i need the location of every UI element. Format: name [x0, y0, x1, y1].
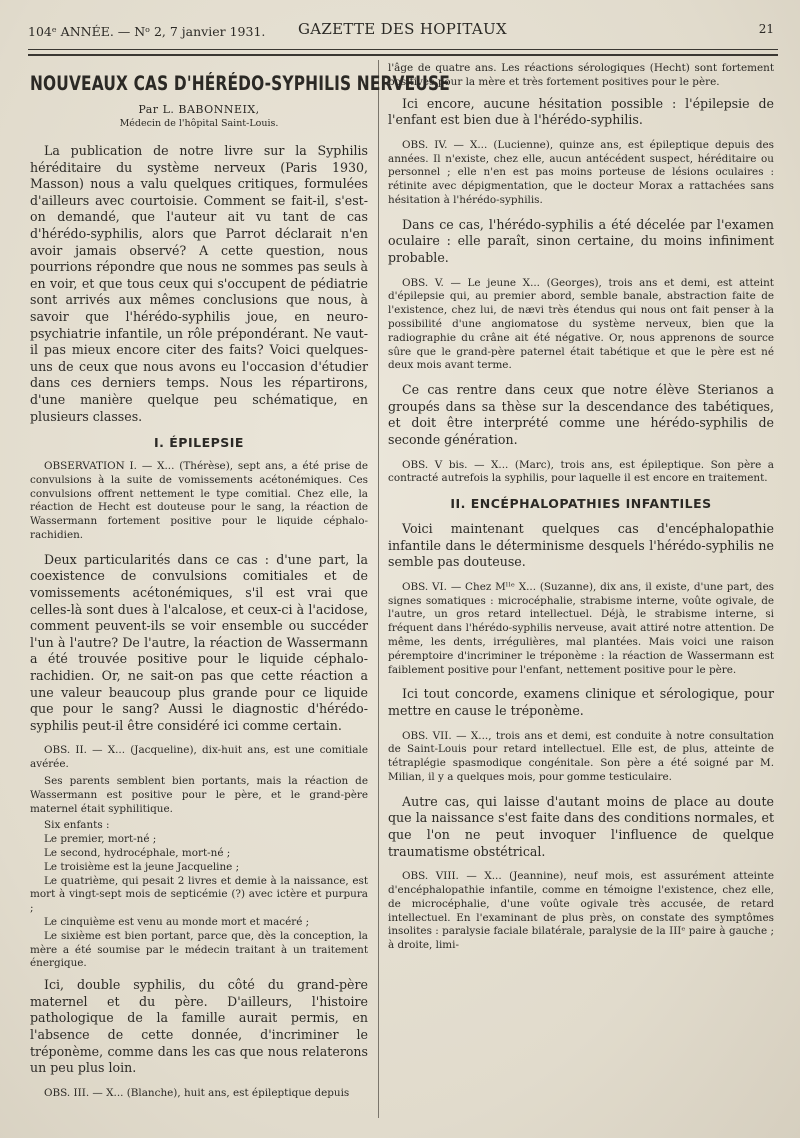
header-rule — [28, 49, 778, 50]
commentary-paragraph-2: Ici, double syphilis, du côté du grand-père maternel et du père. D'ailleurs, l'histoire pathologique de la famille aurait permis, en l'absence de cette donnée, d'incriminer le tréponème, comme dans les cas que nous relaterons un peu plus loin. — [30, 977, 368, 1076]
commentary-paragraph-3: Ici encore, aucune hésitation possible : l'épilepsie de l'enfant est bien due à l'hérédo-syphilis. — [388, 95, 774, 128]
page-number: 21 — [758, 22, 774, 36]
commentary-paragraph-5: Ce cas rentre dans ceux que notre élève Sterianos a groupés dans sa thèse sur la descendance des tabétiques, et doit être interprété comme une hérédo-syphilis de seconde génération. — [388, 382, 774, 447]
observation-4: OBS. IV. — X... (Lucienne), quinze ans, est épileptique depuis des années. Il n'existe, chez elle, aucun antécédent suspect, héréditaire ou personnel ; elle n'en est pas moins porteuse de lésions oculaires : rétinite avec dépigmentation, que le docteur Morax a rattachées sans hésitation à l'hérédo-syphilis. — [388, 138, 774, 206]
running-header — [28, 20, 778, 44]
right-column — [388, 62, 774, 1118]
commentary-paragraph-4: Dans ce cas, l'hérédo-syphilis a été décelée par l'examen oculaire : elle paraît, sinon certaine, du moins infiniment probable. — [388, 216, 774, 265]
commentary-paragraph-1: Deux particularités dans ce cas : d'une part, la coexistence de convulsions comitiales et de vomissements acétonémiques, s'il est vrai que celles-là sont dues à l'alcalose, et ceux-ci à l'acidose, comment peuvent-ils se voir ensemble ou succéder l'un à l'autre? De l'autre, la réaction de Wassermann a été trouvée positive pour le liquide céphalo-rachidien. Or, ne sait-on pas que cette réaction a une valeur beaucoup plus grande pour ce liquide que pour le sang? Aussi le diagnostic d'hérédo-syphilis peut-il être considéré ici comme certain. — [30, 551, 368, 733]
commentary-paragraph-6: Voici maintenant quelques cas d'encéphalopathie infantile dans le déterminisme desquels l'hérédo-syphilis ne semble pas douteuse. — [388, 521, 774, 570]
list-item: Le premier, mort-né ; — [44, 833, 157, 846]
list-item: Le cinquième est venu au monde mort et macéré ; — [44, 915, 310, 928]
observation-1: OBSERVATION I. — X... (Thérèse), sept ans, a été prise de convulsions à la suite de vomissements acétonémiques. Ces convulsions offrent nettement le type comitial. Chez elle, la réaction de Hecht est douteuse pour le sang, la réaction de Wassermann fortement positive pour le liquide céphalo-rachidien. — [30, 460, 368, 542]
observation-8: OBS. VIII. — X... (Jeannine), neuf mois, est assurément atteinte d'encéphalopathie infantile, comme en témoigne l'existence, chez elle, de microcéphalie, d'une voûte ogivale très accusée, de retard intellectuel. En l'examinant de plus près, on constate des symptômes insolites : paralysie faciale bilatérale, paralysie de la IIIᵉ paire à gauche ; à droite, limi- — [388, 870, 774, 952]
list-item: Le troisième est la jeune Jacqueline ; — [44, 860, 240, 873]
observation-2-parents: Ses parents semblent bien portants, mais la réaction de Wassermann est positive pour le père, et le grand-père maternel était syphilitique. — [30, 775, 368, 815]
observation-7: OBS. VII. — X..., trois ans et demi, est conduite à notre consultation de Saint-Louis pour retard intellectuel. Elle est, de plus, atteinte de tétraplégie spasmodique congénitale. Son père a été soigné par M. Milian, il y a quelques mois, pour gomme testiculaire. — [388, 729, 774, 784]
observation-6: OBS. VI. — Chez Mˡˡᵉ X... (Suzanne), dix ans, il existe, d'une part, des signes somatiques : microcéphalie, strabisme interne, voûte ogivale, de l'autre, un gros retard intellectuel. Déjà, le strabisme interne, si fréquent dans l'hérédo-syphilis nerveuse, avait attiré notre attention. De même, les dents, irrégulières, mal plantées. Mais voici une raison péremptoire d'incriminer le tréponème : la réaction de Wassermann est faiblement positive pour l'enfant, nettement positive pour le père. — [388, 580, 774, 676]
author-role: Médecin de l'hôpital Saint-Louis. — [119, 118, 279, 129]
header-rule-thick — [28, 54, 778, 56]
list-item: Le second, hydrocéphale, mort-né ; — [44, 846, 231, 859]
children-list — [30, 819, 368, 971]
list-item: Le sixième est bien portant, parce que, dès la conception, la mère a été soumise par le médecin traitant à un traitement énergique. — [30, 929, 368, 970]
observation-5: OBS. V. — Le jeune X... (Georges), trois ans et demi, est atteint d'épilepsie qui, au premier abord, semble banale, abstraction faite de l'existence, chez lui, de nævi très étendus qui nous ont fait penser à la possibilité d'une angiomatose du système nerveux, bien que la radiographie du crâne ait été négative. Or, nous apprenons de source sûre que le grand-père paternel était tabétique et que le père est né deux mois avant terme. — [388, 276, 774, 372]
section-heading-epilepsie: I. ÉPILEPSIE — [154, 435, 244, 451]
column-divider — [378, 60, 379, 1118]
observation-5-bis: OBS. V bis. — X... (Marc), trois ans, est épileptique. Son père a contracté autrefois la syphilis, pour laquelle il est encore en traitement. — [388, 458, 774, 485]
list-item: Six enfants : — [44, 819, 110, 832]
commentary-paragraph-8: Autre cas, qui laisse d'autant moins de place au doute que la naissance s'est faite dans des conditions normales, et que l'on ne peut invoquer l'influence de quelque traumatisme obstétrical. — [388, 793, 774, 859]
article-title: NOUVEAUX CAS D'HÉRÉDO-SYPHILIS NERVEUSE — [30, 72, 450, 95]
observation-2-intro: OBS. II. — X... (Jacqueline), dix-huit ans, est une comitiale avérée. — [30, 744, 368, 771]
observation-3-continued: l'âge de quatre ans. Les réactions sérologiques (Hecht) sont fortement positives pour la mère et très fortement positives pour le père. — [388, 62, 774, 88]
intro-paragraph: La publication de notre livre sur la Syphilis héréditaire du système nerveux (Paris 1930, Masson) nous a valu quelques critiques, formulées d'ailleurs avec courtoisie. Comment se fait-il, s'est-on demandé, que l'auteur ait vu tant de cas d'hérédo-syphilis, alors que Parrot déclarait n'en avoir jamais observé? A cette question, nous pourrions répondre que nous ne sommes pas seuls à en voir, et que tous ceux qui s'occupent de pédiatrie sont arrivés aux mêmes conclusions que nous, à savoir que l'hérédo-syphilis joue, en neuro-psychiatrie infantile, un rôle prépondérant. Ne vaut-il pas mieux encore citer des faits? Voici quelques-uns de ceux que nous avons eu l'occasion d'étudier dans ces derniers temps. Nous les répartirons, d'une manière quelque peu schématique, en plusieurs classes. — [30, 143, 368, 424]
list-item: Le quatrième, qui pesait 2 livres et demie à la naissance, est mort à vingt-sept mois de septicémie (?) avec ictère et purpura ; — [30, 874, 368, 915]
observation-3-start: OBS. III. — X... (Blanche), huit ans, est épileptique depuis — [44, 1086, 350, 1099]
journal-title: GAZETTE DES HOPITAUX — [298, 20, 507, 38]
section-heading-encephalopathies: II. ENCÉPHALOPATHIES INFANTILES — [450, 496, 712, 512]
issue-info: 104ᵉ ANNÉE. — Nᵒ 2, 7 janvier 1931. — [28, 24, 266, 39]
commentary-paragraph-7: Ici tout concorde, examens clinique et sérologique, pour mettre en cause le tréponème. — [388, 686, 774, 719]
left-column — [30, 62, 450, 1118]
author-name: Par L. BABONNEIX, — [138, 103, 260, 116]
